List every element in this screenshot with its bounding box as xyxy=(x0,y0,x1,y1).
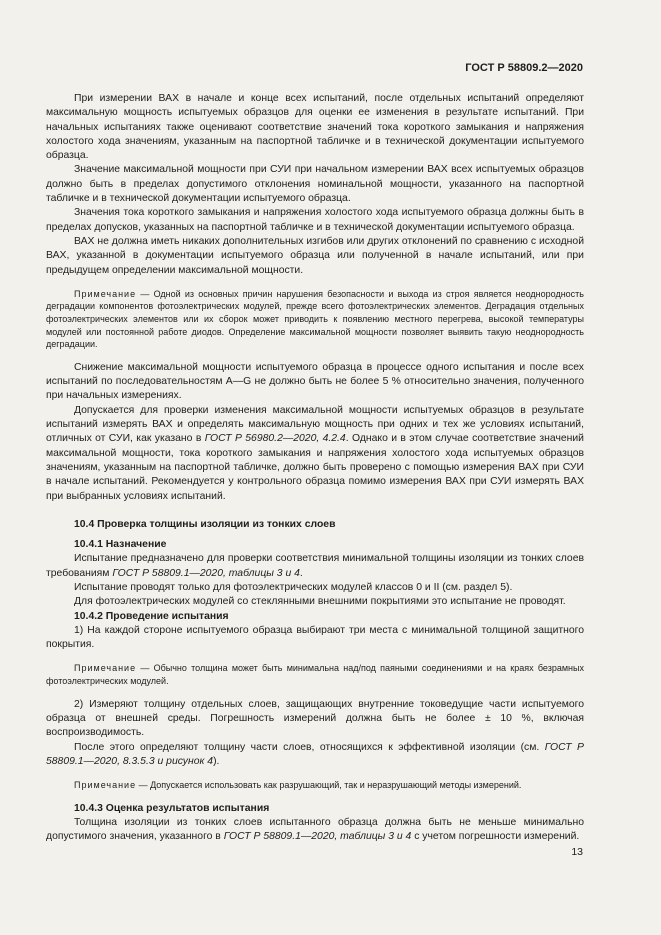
subsection-heading-10-4-3: 10.4.3 Оценка результатов испытания xyxy=(74,802,270,814)
text-run: с учетом погрешности измерений. xyxy=(411,831,580,843)
page-number: 13 xyxy=(571,846,583,858)
note-text: — Одной из основных причин нарушения безопасности и выхода из строя является неоднородность деградации компонентов фотоэлектрических модулей, прежде всего фотоэлектрических элементов. Деградация отдельных фотоэлектрических элементов или их сборок может приводить к появлению местного перегрева, высокой температуры модулей или постоянной работе диодов. Определение максимальной мощности позволяет выявить такую неоднородность деградации. xyxy=(46,288,584,350)
text-run: После этого определяют толщину части слоев, относящихся к эффективной изоляции (см. xyxy=(74,741,545,753)
note-text: — Обычно толщина может быть минимальна над/под паяными соединениями и на краях безрамных фотоэлектрических модулей. xyxy=(46,663,584,687)
paragraph: 1) На каждой стороне испытуемого образца выбирают три места с минимальной толщиной защитного покрытия. xyxy=(46,624,584,651)
text-run: Испытание предназначено для проверки соответствия минимальной толщины изоляции из тонких слоев требованиям xyxy=(46,553,584,579)
note-label: Примечание xyxy=(74,780,137,791)
standard-reference: ГОСТ Р 58809.1—2020, таблицы 3 и 4 xyxy=(223,831,412,843)
note-text: — Допускается использовать как разрушающий, так и неразрушающий методы измерений. xyxy=(136,780,522,791)
paragraph: Снижение максимальной мощности испытуемого образца в процессе одного испытания и после всех испытаний по последовательностям А—G не должно быть не более 5 % относительно значения, полученного при начальных измерениях. xyxy=(46,361,584,402)
paragraph xyxy=(46,816,584,845)
paragraph: Для фотоэлектрических модулей со стеклянными внешними покрытиями это испытание не проводят. xyxy=(74,596,566,608)
text-run: Допускается для проверки изменения максимальной мощности испытуемых образцов в результате испытаний измерять ВАХ и определять максимальную мощность при одних и тех же условиях испытаний, отличных от СУИ, как указано в xyxy=(46,404,584,445)
paragraph xyxy=(46,741,584,770)
text-run: . xyxy=(299,567,303,579)
paragraph: Значения тока короткого замыкания и напряжения холостого хода испытуемого образца должны быть в пределах допусков, указанных на паспортной табличке и в технической документации испытуемого образца. xyxy=(46,207,584,233)
paragraph xyxy=(46,404,584,504)
paragraph: При измерении ВАХ в начале и конце всех испытаний, после отдельных испытаний определяют максимальную мощность испытуемых образцов для оценки ее изменения в результате испытаний. При начальных испытаниях также оценивают соответствие значений тока короткого замыкания и напряжения холостого хода значениям, указанным на паспортной табличке и в технической документации испытуемого образца. xyxy=(46,93,584,162)
standard-reference: ГОСТ Р 58809.1—2020, таблицы 3 и 4 xyxy=(112,567,300,579)
subsection-heading-10-4-1: 10.4.1 Назначение xyxy=(74,539,167,551)
subsection-heading-10-4-2: 10.4.2 Проведение испытания xyxy=(74,610,229,622)
paragraph: Испытание проводят только для фотоэлектрических модулей классов 0 и II (см. раздел 5). xyxy=(74,581,513,593)
document-body xyxy=(46,92,584,845)
note-label: Примечание xyxy=(74,288,137,299)
note-1 xyxy=(46,288,584,351)
paragraph: ВАХ не должна иметь никаких дополнительных изгибов или других отклонений по сравнению с исходной ВАХ, указанной в документации испытуемого образца или полученной в начале испытаний, или при предыдущем определении максимальной мощности. xyxy=(46,235,584,276)
text-run: . Однако и в этом случае соответствие значений максимальной мощности, тока короткого замыкания и напряжения холостого хода испытуемых образцов значениям, указанным на паспортной табличке, должно быть проверено с помощью измерения ВАХ при СУИ в начале испытаний. Рекомендуется у контрольного образца помимо измерения ВАХ при СУИ измерять ВАХ при выбранных условиях испытаний. xyxy=(46,433,584,502)
paragraph: Значение максимальной мощности при СУИ при начальном измерении ВАХ всех испытуемых образцов должно быть в пределах допустимого отклонения номинальной мощности, указанного на паспортной табличке и в технической документации испытуемого образца. xyxy=(46,164,584,205)
doc-code-header: ГОСТ Р 58809.2—2020 xyxy=(465,62,583,74)
paragraph: 2) Измеряют толщину отдельных слоев, защищающих внутренние токоведущие части испытуемого образца от внешней среды. Погрешность измерений должна быть не более ± 10 %, включая воспроизводимость. xyxy=(46,698,584,739)
note-3 xyxy=(46,779,584,792)
section-heading-10-4: 10.4 Проверка толщины изоляции из тонких слоев xyxy=(74,518,336,530)
note-label: Примечание xyxy=(74,663,137,674)
standard-reference: ГОСТ Р 58809.1—2020, 8.3.5.3 и рисунок 4 xyxy=(46,741,584,767)
paragraph xyxy=(46,552,584,581)
text-run: Толщина изоляции из тонких слоев испытанного образца должна быть не меньше минимально допустимого значения, указанного в xyxy=(46,817,584,843)
note-2 xyxy=(46,662,584,687)
standard-reference: ГОСТ Р 56980.2—2020, 4.2.4 xyxy=(204,433,346,445)
text-run: ). xyxy=(213,755,220,767)
